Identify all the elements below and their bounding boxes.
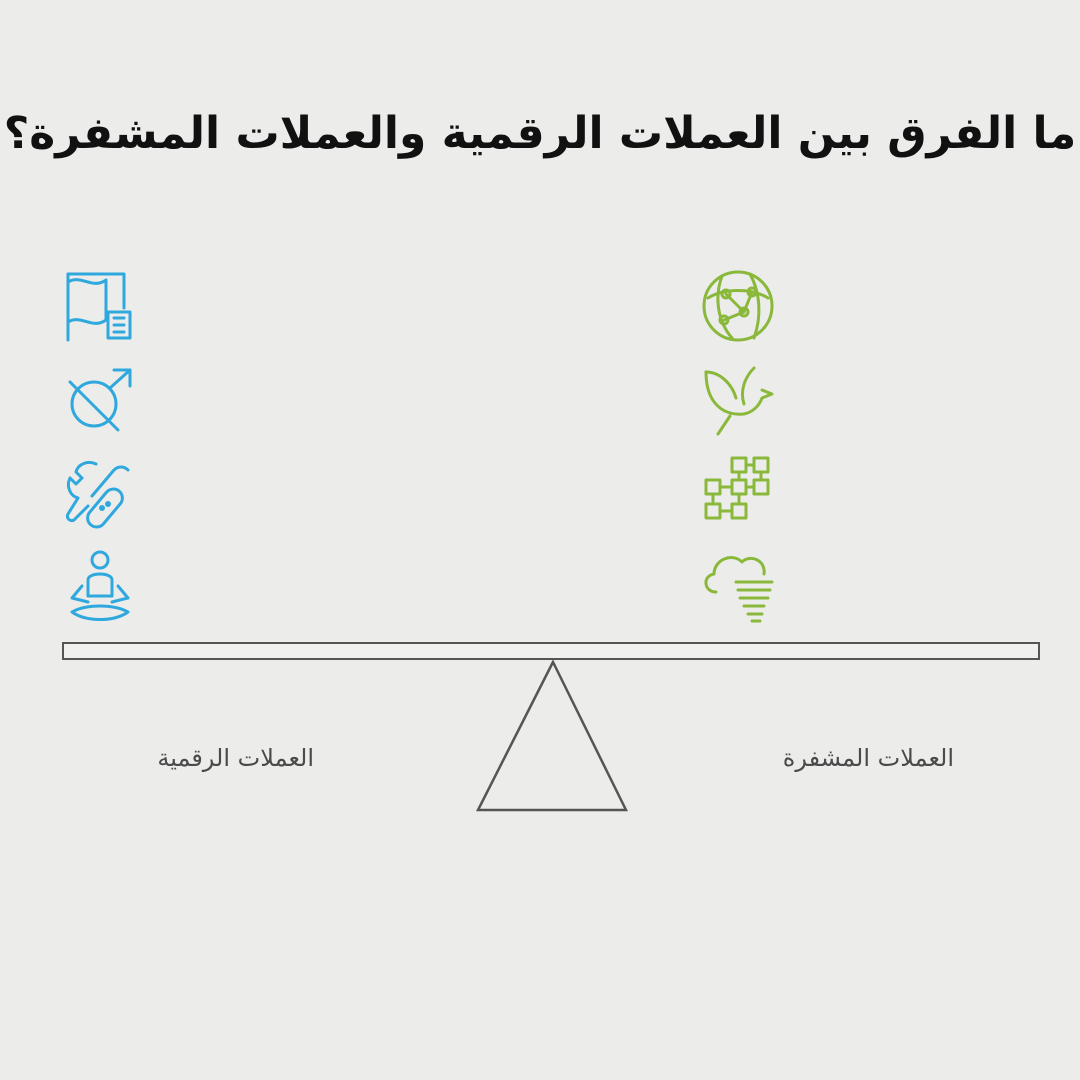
crossed-gender-icon — [62, 364, 138, 436]
bird-icon — [700, 364, 776, 436]
storm-cloud-icon — [700, 548, 776, 620]
wrench-bandage-icon — [62, 456, 138, 528]
blockchain-grid-icon — [700, 456, 776, 528]
fulcrum-triangle — [470, 658, 636, 818]
meditation-icon — [62, 550, 138, 622]
network-globe-icon — [700, 268, 776, 340]
building-flag-icon — [62, 268, 138, 340]
crypto-currencies-label: العملات المشفرة — [782, 744, 954, 772]
page-title: ما الفرق بين العملات الرقمية والعملات المشفرة؟ — [3, 108, 1077, 159]
digital-currencies-label: العملات الرقمية — [157, 744, 314, 772]
